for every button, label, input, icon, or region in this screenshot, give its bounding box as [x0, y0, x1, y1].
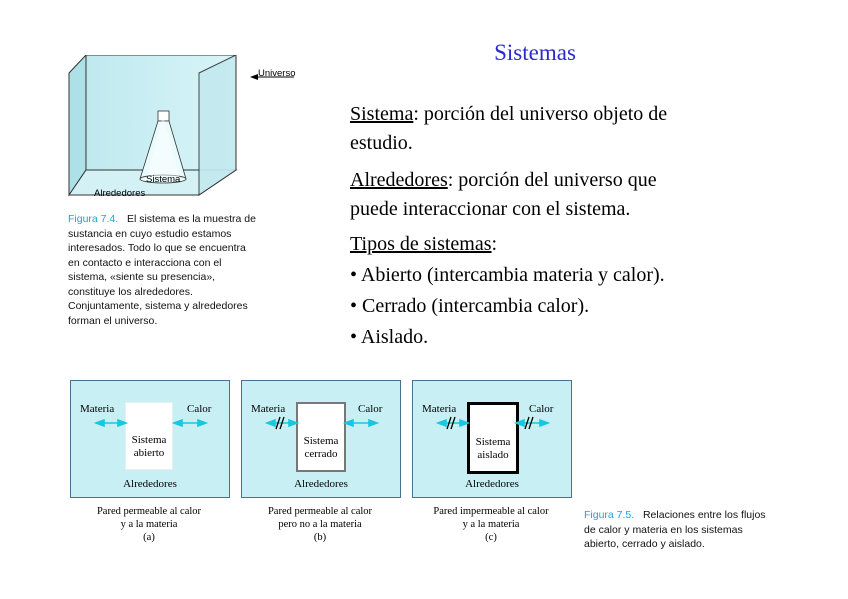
materia-label: Materia: [422, 403, 457, 415]
caption-line: Relaciones entre los flujos: [642, 509, 766, 521]
type-item-cerrado: • Cerrado (intercambia calor).: [350, 295, 590, 317]
tipos-heading: [350, 231, 497, 257]
caption-line: (b): [313, 532, 327, 543]
caption-line: en contacto e interacciona con el: [68, 256, 222, 269]
caption-line: forman el universo.: [68, 314, 158, 327]
universo-label: Universo: [258, 68, 296, 79]
tipos-colon: :: [491, 233, 498, 255]
panel-c-caption: [412, 505, 570, 544]
caption-line: Pared impermeable al calor: [433, 506, 549, 517]
definition-text: : porción del universo que: [447, 169, 657, 191]
type-item-aislado: • Aislado.: [350, 326, 429, 348]
alrededores-label: Alrededores: [94, 188, 146, 199]
definition-text: : porción del universo objeto de: [413, 103, 668, 125]
caption-line: constituye los alrededores.: [68, 285, 193, 298]
figure-7-4-label: Figura 7.4.: [68, 213, 119, 225]
caption-line: Pared permeable al calor: [96, 506, 202, 517]
caption-line: El sistema es la muestra de: [126, 213, 256, 225]
caption-line: pero no a la materia: [278, 519, 362, 530]
figure-7-5-caption: [584, 508, 824, 552]
system-label: Sistema: [131, 434, 167, 446]
type-item-abierto: • Abierto (intercambia materia y calor).: [350, 264, 665, 286]
materia-label: Materia: [251, 403, 286, 415]
materia-label: Materia: [80, 403, 115, 415]
definition-text: estudio.: [350, 132, 413, 154]
alrededores-label: Alrededores: [294, 478, 348, 490]
system-type-label: cerrado: [304, 448, 338, 460]
sistema-label: Sistema: [146, 174, 181, 185]
figure-7-4-caption: [68, 212, 318, 328]
panel-open-system: [70, 380, 230, 498]
caption-line: Conjuntamente, sistema y alrededores: [68, 300, 248, 312]
term-alrededores: Alrededores: [350, 169, 448, 191]
caption-line: y a la materia: [120, 519, 178, 530]
definition-sistema: [350, 101, 667, 127]
page-title: Sistemas: [494, 40, 576, 65]
panel-closed-system: [241, 380, 401, 498]
caption-line: (a): [143, 532, 155, 543]
panel-isolated-system: [412, 380, 572, 498]
caption-line: abierto, cerrado y aislado.: [584, 538, 705, 550]
panel-a-caption: [70, 505, 228, 544]
caption-line: (c): [485, 532, 497, 543]
calor-label: Calor: [358, 403, 383, 415]
definition-text: puede interaccionar con el sistema.: [350, 198, 631, 220]
panel-b-caption: [241, 505, 399, 544]
caption-line: sistema, «siente su presencia»,: [68, 271, 216, 283]
calor-label: Calor: [187, 403, 212, 415]
caption-line: y a la materia: [462, 519, 520, 530]
system-label: Sistema: [303, 435, 339, 447]
system-type-label: abierto: [133, 447, 165, 459]
system-type-label: aislado: [477, 449, 509, 461]
alrededores-label: Alrededores: [465, 478, 519, 490]
caption-line: interesados. Todo lo que se encuentra: [68, 242, 246, 254]
figure-7-5-label: Figura 7.5.: [584, 509, 635, 521]
definition-alrededores: [350, 167, 657, 193]
term-sistema: Sistema: [350, 103, 414, 125]
caption-line: Pared permeable al calor: [267, 506, 373, 517]
alrededores-label: Alrededores: [123, 478, 177, 490]
caption-line: de calor y materia en los sistemas: [584, 523, 743, 536]
term-tipos: Tipos de sistemas: [350, 233, 492, 255]
system-label: Sistema: [475, 436, 511, 448]
caption-line: sustancia en cuyo estudio estamos: [68, 227, 232, 240]
calor-label: Calor: [529, 403, 554, 415]
